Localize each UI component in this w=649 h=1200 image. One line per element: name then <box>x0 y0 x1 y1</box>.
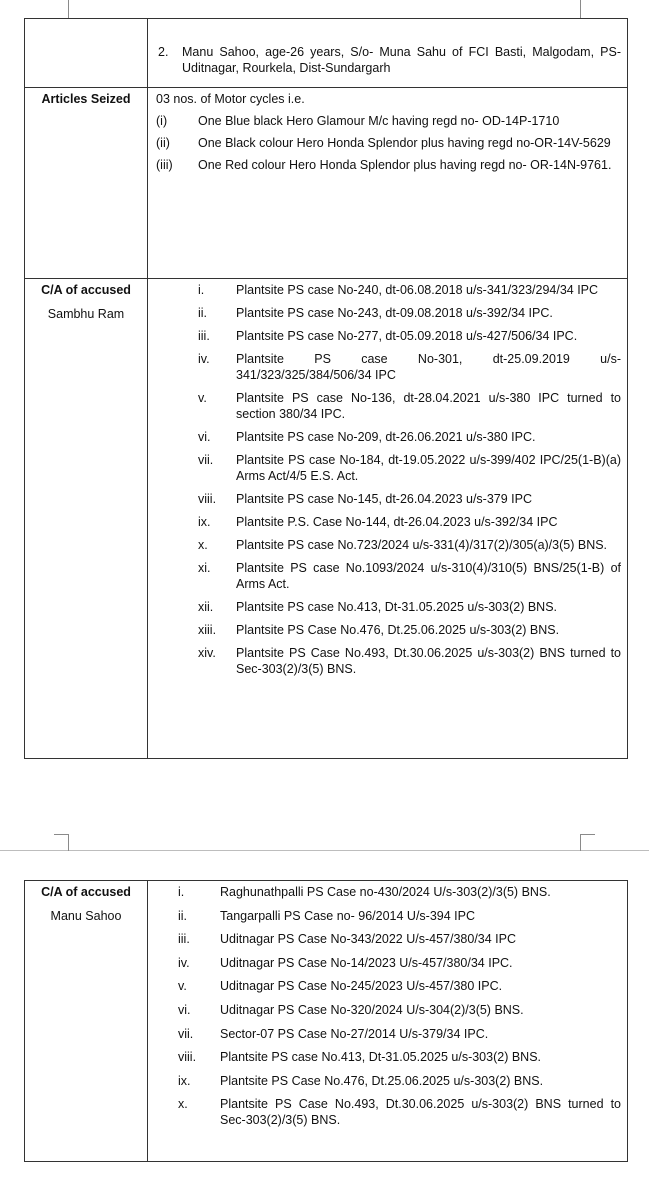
case-text: Uditnagar PS Case No-320/2024 U/s-304(2)/3(5) BNS. <box>220 1002 524 1017</box>
ca-manu-label: C/A of accused <box>41 885 131 899</box>
ca-sambhu-row <box>25 279 628 759</box>
case-number: viii. <box>178 1050 197 1065</box>
case-number: vii. <box>178 1026 194 1041</box>
case-number: iii. <box>198 329 210 343</box>
case-number: i. <box>178 885 185 899</box>
case-number: xiv. <box>198 646 216 660</box>
case-entry <box>156 931 621 947</box>
case-text: Raghunathpalli PS Case no-430/2024 U/s-303(2)/3(5) BNS. <box>220 885 551 899</box>
crop-mark <box>54 834 69 851</box>
seized-item-number: (ii) <box>156 136 170 150</box>
articles-seized-content <box>148 88 628 279</box>
case-entry <box>156 390 621 422</box>
case-entry <box>156 452 621 484</box>
case-entry <box>156 1073 621 1089</box>
seized-item-number: (iii) <box>156 158 173 172</box>
seized-item <box>156 135 621 151</box>
case-number: x. <box>198 538 208 552</box>
articles-seized-row <box>25 88 628 279</box>
seized-item-text: One Black colour Hero Honda Splendor plus having regd no-OR-14V-5629 <box>198 136 611 150</box>
articles-seized-label: Articles Seized <box>41 92 131 106</box>
case-entry <box>156 282 621 298</box>
accused-name-manu: Manu Sahoo <box>50 909 122 923</box>
seized-items-list <box>156 113 621 173</box>
case-number: v. <box>178 979 187 994</box>
sambhu-case-list <box>156 282 621 677</box>
case-number: viii. <box>198 492 217 506</box>
case-number: xi. <box>198 561 211 575</box>
case-number: vi. <box>178 1002 191 1017</box>
empty-label-cell <box>25 19 148 88</box>
case-number: ix. <box>178 1073 191 1088</box>
case-entry <box>156 429 621 445</box>
case-text: Plantsite PS case No.413, Dt-31.05.2025 u/s-303(2) BNS. <box>220 1050 542 1065</box>
case-text: Plantsite PS case No.1093/2024 u/s-310(4)/310(5) BNS/25(1-B) of Arms Act. <box>236 561 621 591</box>
case-number: xii. <box>198 600 214 614</box>
case-number: v. <box>198 391 207 405</box>
accused-2-cell <box>148 19 628 88</box>
case-text: Sector-07 PS Case No-27/2014 U/s-379/34 IPC. <box>220 1026 489 1041</box>
case-number: ii. <box>198 306 208 320</box>
case-entry <box>156 884 621 900</box>
case-text: Plantsite PS Case No.476, Dt.25.06.2025 u/s-303(2) BNS. <box>236 623 560 637</box>
accused-name-sambhu: Sambhu Ram <box>47 307 125 321</box>
case-entry <box>156 305 621 321</box>
ca-manu-row <box>25 881 628 1162</box>
case-text: Plantsite PS Case No.476, Dt.25.06.2025 u/s-303(2) BNS. <box>220 1073 544 1088</box>
crop-mark <box>580 834 595 851</box>
case-number: ix. <box>198 515 211 529</box>
page-break-line <box>0 850 649 851</box>
case-entry <box>156 1096 621 1128</box>
case-text: Uditnagar PS Case No-245/2023 U/s-457/380 IPC. <box>220 979 503 994</box>
ca-sambhu-cases-cell <box>148 279 628 759</box>
case-text: Plantsite PS Case No.493, Dt.30.06.2025 u/s-303(2) BNS turned to Sec-303(2)/3(5) BNS. <box>220 1097 621 1128</box>
manu-case-list <box>156 884 621 1128</box>
case-text: Plantsite PS case No-209, dt-26.06.2021 u/s-380 IPC. <box>236 430 536 444</box>
case-entry <box>156 491 621 507</box>
case-text: Plantsite PS case No-301, dt-25.09.2019 u/s-341/323/325/384/506/34 IPC <box>236 352 621 382</box>
case-entry <box>156 514 621 530</box>
seized-item <box>156 113 621 129</box>
ca-manu-cases-cell <box>148 881 628 1162</box>
ca-sambhu-label-cell <box>25 279 148 759</box>
case-text: Plantsite PS case No-277, dt-05.09.2018 u/s-427/506/34 IPC. <box>236 329 578 343</box>
accused-2-row <box>25 19 628 88</box>
crop-mark <box>580 0 581 18</box>
case-text: Plantsite PS Case No.493, Dt.30.06.2025 u/s-303(2) BNS turned to Sec-303(2)/3(5) BNS. <box>236 646 621 676</box>
case-text: Plantsite PS case No-243, dt-09.08.2018 u/s-392/34 IPC. <box>236 306 553 320</box>
case-text: Plantsite PS case No-184, dt-19.05.2022 u/s-399/402 IPC/25(1-B)(a) Arms Act/4/5 E.S. Act. <box>236 453 621 483</box>
case-text: Plantsite PS case No-240, dt-06.08.2018 u/s-341/323/294/34 IPC <box>236 283 599 297</box>
case-entry <box>156 1049 621 1065</box>
articles-seized-label-cell <box>25 88 148 279</box>
seized-item-text: One Red colour Hero Honda Splendor plus having regd no- OR-14N-9761. <box>198 158 612 172</box>
case-text: Plantsite P.S. Case No-144, dt-26.04.2023 u/s-392/34 IPC <box>236 515 558 529</box>
case-number: x. <box>178 1097 188 1112</box>
case-entry <box>156 955 621 971</box>
case-text: Tangarpalli PS Case no- 96/2014 U/s-394 IPC <box>220 908 476 923</box>
case-text: Plantsite PS case No-145, dt-26.04.2023 u/s-379 IPC <box>236 492 533 506</box>
case-entry <box>156 978 621 994</box>
case-text: Uditnagar PS Case No-14/2023 U/s-457/380/34 IPC. <box>220 955 513 970</box>
seized-item <box>156 157 621 173</box>
case-entry <box>156 1002 621 1018</box>
case-number: iii. <box>178 932 190 947</box>
case-entry <box>156 560 621 592</box>
case-number: ii. <box>178 908 188 923</box>
case-number: xiii. <box>198 623 217 637</box>
seized-item-number: (i) <box>156 114 168 128</box>
accused-2-details: Manu Sahoo, age-26 years, S/o- Muna Sahu of FCI Basti, Malgodam, PS- Uditnagar, Rourkela, Dist-Sundargarh <box>182 45 621 75</box>
case-entry <box>156 537 621 553</box>
crop-mark <box>68 0 69 18</box>
case-entry <box>156 622 621 638</box>
case-entry <box>156 351 621 383</box>
case-entry <box>156 599 621 615</box>
case-entry <box>156 908 621 924</box>
case-text: Plantsite PS case No.413, Dt-31.05.2025 u/s-303(2) BNS. <box>236 600 558 614</box>
case-number: i. <box>198 283 205 297</box>
case-entry <box>156 328 621 344</box>
page-gap <box>0 762 649 850</box>
seized-item-text: One Blue black Hero Glamour M/c having regd no- OD-14P-1710 <box>198 114 560 128</box>
accused-2-number: 2. <box>158 45 169 59</box>
case-text: Plantsite PS case No.723/2024 u/s-331(4)/317(2)/305(a)/3(5) BNS. <box>236 538 608 552</box>
case-number: vii. <box>198 453 214 467</box>
case-number: vi. <box>198 430 211 444</box>
case-entry <box>156 645 621 677</box>
case-number: iv. <box>178 955 190 970</box>
ca-sambhu-label: C/A of accused <box>41 283 131 297</box>
case-details-table <box>24 18 628 759</box>
case-text: Uditnagar PS Case No-343/2022 U/s-457/380/34 IPC <box>220 932 517 947</box>
case-number: iv. <box>198 352 210 366</box>
case-text: Plantsite PS case No-136, dt-28.04.2021 u/s-380 IPC turned to section 380/34 IPC. <box>236 391 621 421</box>
case-entry <box>156 1026 621 1042</box>
ca-manu-label-cell <box>25 881 148 1162</box>
manu-case-table <box>24 880 628 1162</box>
articles-seized-intro: 03 nos. of Motor cycles i.e. <box>156 92 305 106</box>
